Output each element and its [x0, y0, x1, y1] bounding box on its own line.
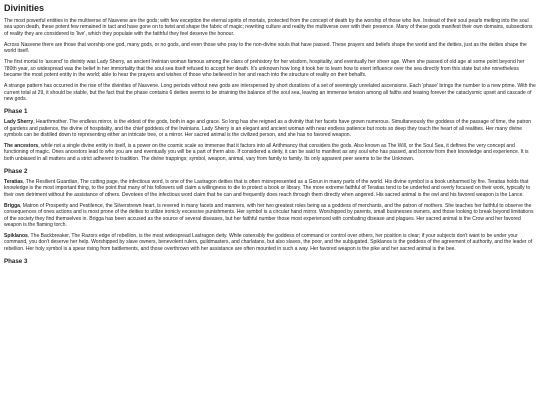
- deity-description: , Hearthmother. The endless mirror, is the eldest of the gods, both in age and grace. So long has she reigned as a divinity that her facets have grown numerous. Simultaneously the goddess of the passage of time, the patron of gardens and patience, the divine of hospitality, and the chief goddess of the Irwinians. Lady Sherry is an elegant and ancient woman with near endless patience but roots so deep they touch the heart of all realities. Her many divine symbols can be distilled down to representing either an intricate tree, or a mirror. Her sacred animal is the civilized person, and she has no favored weapon.: [4, 119, 532, 138]
- phase-heading: Phase 3: [4, 258, 28, 266]
- phase-heading: Phase 2: [4, 168, 28, 176]
- intro-paragraph: Across Nasvene there are those that worship one god, many gods, or no gods, and even those who pray to the non-divine souls that have passed. These prayers and beliefs shape the world and the deities, just as the deities shape the world itself.: [4, 41, 527, 55]
- page-title: Divinities: [4, 3, 45, 13]
- deity-description: , The Backbreaker, The Razors edge of rebellion, is the most widespread Lastragon deity. While ostensibly the goddess of command or control over others, her position is clear; if your subjects don't want to be under your command, you don't deserve her help. Worshipped by slave owners, benevolent rulers, guildmasters, and charlatans, but also slaves, the poor, and the subjugated. Spiklanos is the goddess of the agreement of authority, and the leader of rebellion. Her holy symbol is a spear rising from battlements, and those overthrown with her assistance are often mounted in such a way. Her favored weapon is the pike and her sacred animal is the bee.: [4, 233, 533, 252]
- deity-entry: [4, 179, 536, 198]
- deity-name: Spiklanos: [4, 233, 28, 240]
- phase-heading: Phase 1: [4, 108, 28, 116]
- deity-entry: [4, 203, 536, 228]
- intro-paragraph: The most powerful entities in the multiverse of Nasvene are the gods; with few exception the eternal spirits of mortals, protected from the concept of death by the worship of those who live. Instead of their soul pearls melting into the soul sea upon death, these potent few remained in tact and have gone on to twist and shape the fabric of magic; rewriting culture and reality the multiverse over with their presence. Many of these gods manifest their own domains, subsections of reality they are considered to 'live', which they populate with the faithful they feel deserve the honour.: [4, 18, 533, 37]
- deity-name: Brigga: [4, 202, 20, 209]
- deity-entry: [4, 233, 536, 252]
- intro-paragraph: The first mortal to 'ascend' to divinity was Lady Sherry, an ancient Irwinian woman famous among the clans of prehistory for her wisdom, hospitality, and eventually her sheer age. When she passed of old age at some point beyond her 780th year, so widespread was the belief in her immortality that the soul sea itself refused to accept her death. It's unknown how long it took her to learn how to exert influence over the sea directly from this state but she nonetheless became the most potent entity in the world; able to hear the prayers and wishes of those who believed in her and reach into the structure of reality on their behalfs.: [4, 59, 525, 79]
- deity-name: Lady Sherry: [4, 119, 34, 126]
- deity-entry: [4, 143, 536, 162]
- deity-name: Teratias: [4, 179, 23, 186]
- deity-name: The ancestors: [4, 143, 39, 150]
- deity-description: , Matron of Prosperity and Pestilence, the Silverstrewn heart, is revered in many facets and manners, with her two greatest roles being as a goddess of merchants, and the patron of mothers. She teaches her faithful to observe the consequences of ones actions and is most prone of the deities to utilize ironicly excessive punishments. Her symbol is a circular hand mirror. Worshipped by parents, small businesses owners, and those looking to break beyond limitations of the society they find themselves in. Brigga has been accused as the source of several diseases, but her faithful number those most experienced with combating disease and plagues. Her sacred animal is the Crow and her favored weapon is the flaming torch.: [4, 202, 534, 228]
- deity-description: , while not a single divine entity in itself, is a power on the cosmic scale so immense that it factors into all Arithmancy that considers the gods. Also known as The Will, or the Soul Sea, it defines the very concept and functioning of magic. Ones ancestors lead to who you are and eventually you will be a part of them also. If considered a deity, it can be said to manifest as any soul who has passed, and borrow from their knowledge and experience. It is both unbiased in all matters and a strict adherent to tradition. The divine trappings; symbol, weapon, animal, vary from family to family. Its only apparent peer seems to be the Unknown.: [4, 143, 529, 162]
- deity-description: , The Resilient Guardian, The cutting page, the infectious word, is one of the Lastragon deities that is often misrepresented as a Gorun in many parts of the world. His divine symbol is a book unharmed by fire. Teratias holds that knowledge is the most important thing, to the point that many of his followers will claim a willingness to die to protect a book or library. The more extreme faithful of Teratias tend to be underfed and overly focused on their work, typically to their own detriment without the assistance of others. Devotees of the infectious word claim that he can and frequently does reach through them directly when angered. His sacred animal is the owl and his favored weapon is the Lance.: [4, 179, 531, 198]
- intro-paragraph: A strange pattern has occurred in the rise of the divinities of Nasvene. Long periods without new gods are interspersed by short durations of a set of seemingly unrelated ascensions. Each 'phase' brings the number to a new prime. With the current total at 29, it should be stable, but the fact that the phase contains 6 deities seems to be straining the balance of the soul sea, leaving an immense tension among all faiths and teasing forever the cataclysmic upset and cascade of new gods.: [4, 83, 536, 102]
- deity-entry: [4, 119, 536, 138]
